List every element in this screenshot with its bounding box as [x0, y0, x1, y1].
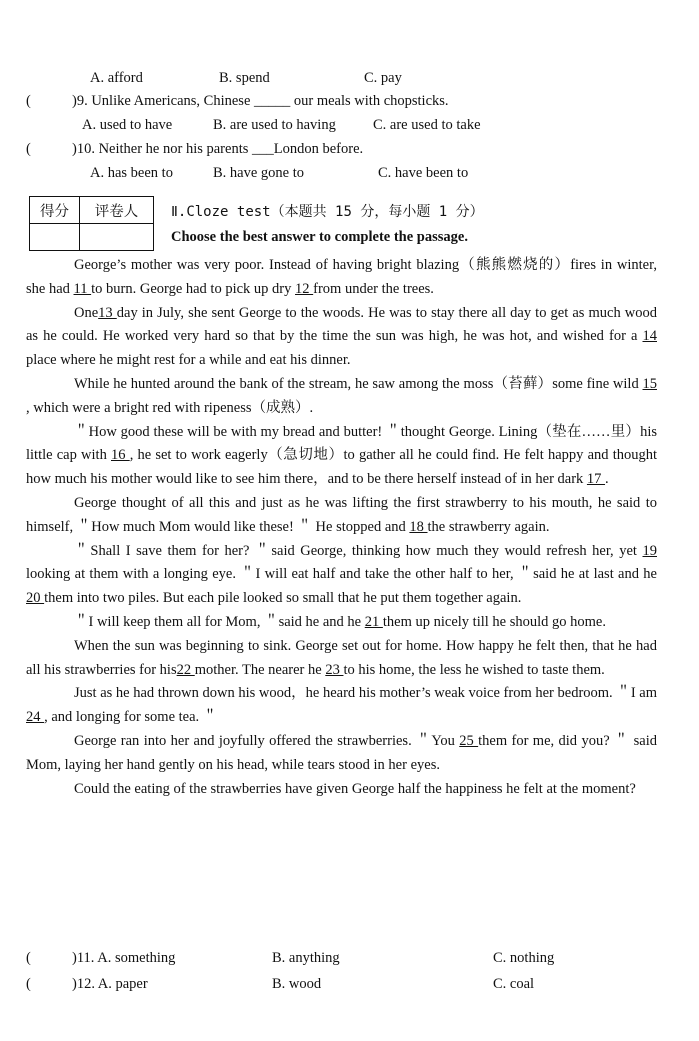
passage-paragraph — [26, 302, 657, 373]
passage-text: day in July, she sent George to the woods. He was to stay there all day to get as much wood as he could. He worked very hard so that by the time the sun was high, he was hot, and wished for a — [26, 304, 658, 345]
passage-paragraph — [26, 421, 657, 492]
q9-option-b: B. are used to having — [213, 117, 336, 133]
q10-option-a: A. has been to — [90, 165, 173, 181]
q8-option-b: B. spend — [219, 70, 270, 86]
blank-number: 17 — [586, 471, 606, 488]
blank-number: 11 — [73, 280, 92, 297]
passage-paragraph — [26, 254, 657, 302]
q12-option-c: C. coal — [493, 976, 535, 992]
blank-number: 23 — [325, 661, 344, 678]
passage-text: looking at them with a longing eye. ＂I will eat half and take the other half to her, ＂said he at last and he — [26, 566, 657, 583]
passage-text: Could the eating of the strawberries have given George half the happiness he felt at the moment? — [74, 780, 636, 797]
passage-text: ＂I will keep them all for Mom, ＂said he and he — [74, 613, 365, 630]
passage-text: Just as he had thrown down his wood，he heard his mother’s weak voice from her bedroom. ＂I am — [74, 685, 657, 702]
passage-text: George’s mother was very poor. Instead of having bright blazing（熊熊燃烧的）fires in winter, she had — [26, 257, 657, 297]
passage-text: George ran into her and joyfully offered the strawberries. ＂You — [74, 732, 460, 749]
score-cell — [30, 224, 80, 251]
passage-text: the strawberry again. — [427, 518, 550, 535]
q9-stem: )9. Unlike Americans, Chinese _____ our meals with chopsticks. — [72, 93, 449, 109]
q11-stem: )11. A. something — [72, 950, 176, 966]
blank-number: 24 — [26, 709, 45, 726]
blank-number: 12 — [295, 280, 314, 297]
q11-option-c: C. nothing — [493, 950, 555, 966]
section-instruction: Choose the best answer to complete the passage. — [171, 229, 468, 245]
q9-option-c: C. are used to take — [373, 117, 481, 133]
passage-text: One — [74, 304, 99, 321]
passage-text: to burn. George had to pick up dry — [91, 280, 296, 297]
passage-text: them into two piles. But each pile looked so small that he put them together again. — [44, 590, 522, 607]
blank-number: 22 — [176, 661, 195, 678]
score-header: 得分 — [30, 197, 80, 224]
q10-option-b: B. have gone to — [213, 165, 305, 181]
blank-number: 18 — [409, 518, 428, 535]
blank-number: 20 — [26, 590, 45, 607]
passage-paragraph — [26, 730, 657, 778]
q9-option-a: A. used to have — [82, 117, 173, 133]
passage-text: mother. The nearer he — [194, 661, 326, 678]
blank-number: 21 — [364, 613, 383, 630]
passage-text: . — [605, 471, 609, 488]
passage-paragraph — [26, 492, 657, 540]
q9-paren: ( — [26, 93, 31, 109]
passage-paragraph — [26, 611, 657, 635]
passage-text: , he set to work eagerly（急切地）to gather all he could find. He felt happy and thought how much his mother would like to see him there，and to be there herself instead of in her dark — [26, 447, 658, 488]
passage-text: , which were a bright red with ripeness（成熟）. — [26, 399, 314, 416]
blank-number: 19 — [642, 542, 657, 559]
grader-cell — [79, 224, 153, 251]
cloze-passage — [26, 254, 657, 801]
q12-paren: ( — [26, 976, 31, 992]
blank-number: 25 — [459, 732, 479, 749]
q12-option-b: B. wood — [272, 976, 322, 992]
passage-text: , and longing for some tea. ＂ — [44, 709, 218, 726]
q11-option-b: B. anything — [272, 950, 340, 966]
passage-paragraph — [26, 635, 657, 683]
q12-stem: )12. A. paper — [72, 976, 148, 992]
q8-option-c: C. pay — [364, 70, 402, 86]
passage-text: from under the trees. — [313, 280, 434, 297]
passage-text: them for me, did you? ＂ said Mom, laying her hand gently on his head, while tears stood in her eyes. — [26, 732, 658, 773]
blank-number: 13 — [98, 304, 117, 321]
passage-text: When the sun was beginning to sink. George set out for home. How happy he felt then, that he had all his strawberries for his — [26, 637, 657, 678]
passage-text: ＂Shall I save them for her? ＂said George, thinking how much they would refresh her, yet — [74, 542, 643, 559]
passage-text: George thought of all this and just as he was lifting the first strawberry to his mouth, he said to himself, ＂How much Mom would like these! ＂ He stopped and — [26, 494, 657, 535]
passage-text: While he hunted around the bank of the stream, he saw among the moss（苔藓）some fine wild — [74, 375, 643, 392]
passage-text: them up nicely till he should go home. — [382, 613, 606, 630]
q10-paren: ( — [26, 141, 31, 157]
blank-number: 14 — [642, 328, 657, 345]
q11-paren: ( — [26, 950, 31, 966]
blank-number: 16 — [111, 447, 130, 464]
section-title: Ⅱ.Cloze test（本题共 15 分，每小题 1 分） — [171, 204, 484, 220]
q10-option-c: C. have been to — [378, 165, 469, 181]
passage-paragraph — [26, 540, 657, 611]
passage-text: place where he might rest for a while and eat his dinner. — [26, 352, 351, 369]
grader-header: 评卷人 — [79, 197, 153, 224]
passage-paragraph — [26, 682, 657, 730]
blank-number: 15 — [642, 375, 657, 392]
passage-text: ＂How good these will be with my bread and butter! ＂thought George. Lining（垫在……里）his little cap with — [26, 423, 657, 464]
passage-paragraph — [26, 778, 657, 802]
q8-option-a: A. afford — [90, 70, 143, 86]
passage-text: to his home, the less he wished to taste them. — [343, 661, 605, 678]
q10-stem: )10. Neither he nor his parents ___London before. — [72, 141, 364, 157]
passage-paragraph — [26, 373, 657, 421]
score-table — [29, 196, 154, 251]
